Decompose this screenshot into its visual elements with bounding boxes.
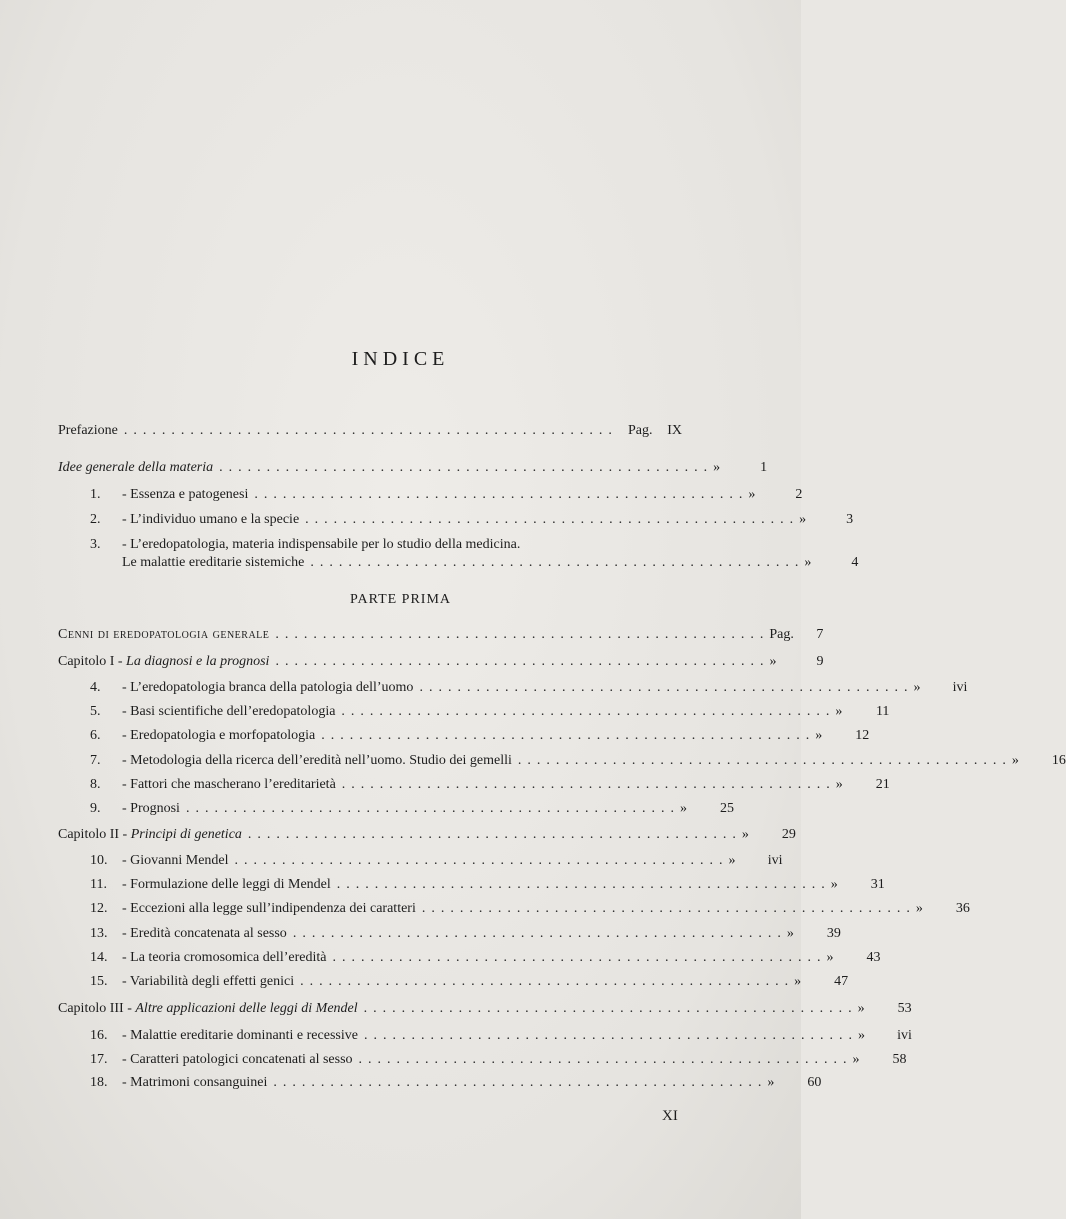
entry-number: 9. [90,801,101,816]
page-number: 9 [816,654,824,669]
entry-title: Prefazione [58,423,118,438]
page-marker: » [769,654,777,669]
page-number: 2 [795,487,803,502]
entry-title: Cenni di eredopatologia generale [58,627,270,642]
page-number: IX [667,423,682,438]
dot-leader: .................................................... [419,680,914,695]
page-number: 21 [875,777,890,792]
page-number: 12 [855,728,870,743]
part-title: PARTE PRIMA [349,592,452,607]
toc-entry [90,974,849,994]
page-number: 58 [892,1052,907,1067]
toc-entry [90,487,803,507]
page-marker: » [786,926,794,941]
entry-number: 12. [90,901,108,916]
chapter-subtitle: La diagnosi e la prognosi [126,654,270,669]
page-number: 1 [760,460,768,475]
page-marker: » [794,974,802,989]
entry-number: 18. [90,1075,108,1090]
toc-entry [90,901,970,921]
entry-number: 14. [90,950,108,965]
entry-title: - Giovanni Mendel [122,853,229,868]
page-folio: XI [662,1108,678,1124]
entry-number: 17. [90,1052,108,1067]
entry-number: 13. [90,926,108,941]
dot-leader: .................................................... [321,728,816,743]
page-number: 29 [781,827,796,842]
entry-title: - Fattori che mascherano l’ereditarietà [122,777,336,792]
dot-leader: .................................................... [123,423,618,438]
page-marker: Pag. [769,627,794,642]
toc-entry [58,827,796,847]
entry-title: - Basi scientifiche dell’eredopatologia [122,704,336,719]
dot-leader: .................................................... [254,487,749,502]
chapter-subtitle: Principi di genetica [130,827,242,842]
entry-title: - Eredopatologia e morfopatologia [122,728,316,743]
page-marker: » [826,950,834,965]
toc-entry [90,801,734,821]
page-number: 25 [719,801,734,816]
dot-leader: .................................................... [292,926,787,941]
entry-title: - L’eredopatologia, materia indispensabile per lo studio della medicina. [122,537,521,552]
entry-number: 1. [90,487,101,502]
dot-leader: .................................................... [275,627,770,642]
page-number: 16 [1051,753,1066,768]
page-number: 7 [816,627,824,642]
entry-number: 10. [90,853,108,868]
page-number: 53 [897,1001,912,1016]
entry-title: Idee generale della materia [58,460,214,475]
toc-entry [90,877,885,897]
dot-leader: .................................................... [219,460,714,475]
entry-title: - Caratteri patologici concatenati al sesso [122,1052,353,1067]
dot-leader: .................................................... [341,704,836,719]
toc-entry [90,853,783,873]
dot-leader: .................................................... [363,1001,858,1016]
toc-entry [58,627,824,647]
page-number: 36 [955,901,970,916]
entry-title: - Matrimoni consanguinei [122,1075,268,1090]
page-number: ivi [952,680,968,695]
page-number: 43 [866,950,881,965]
entry-title: Le malattie ereditarie sistemiche [122,555,305,570]
dot-leader: .................................................... [275,654,770,669]
dot-leader: .................................................... [247,827,742,842]
entry-number: 8. [90,777,101,792]
chapter-subtitle: Altre applicazioni delle leggi di Mendel [135,1001,358,1016]
page-marker: » [857,1028,865,1043]
entry-title: - Eredità concatenata al sesso [122,926,287,941]
toc-entry [58,1001,912,1021]
page-marker: » [741,827,749,842]
page-marker: » [915,901,923,916]
dot-leader: .................................................... [358,1052,853,1067]
toc-entry [58,654,824,674]
page-marker: » [830,877,838,892]
entry-title: - L’eredopatologia branca della patologia dell’uomo [122,680,414,695]
entry-title: - Essenza e patogenesi [122,487,249,502]
toc-entry [90,537,682,557]
page-marker: » [748,487,756,502]
entry-title: - Variabilità degli effetti genici [122,974,295,989]
page-marker: » [815,728,823,743]
toc-entry [90,728,870,748]
entry-title: - L’individuo umano e la specie [122,512,300,527]
toc-entry [90,777,890,797]
entry-number: 15. [90,974,108,989]
page-number: ivi [897,1028,912,1043]
toc-entry [90,680,968,700]
page-number: 11 [875,704,890,719]
toc-entry [122,555,859,575]
entry-title: - Prognosi [122,801,180,816]
page-number: 31 [870,877,885,892]
page-number: 4 [851,555,859,570]
entry-number: 3. [90,537,101,552]
dot-leader: .................................................... [421,901,916,916]
dot-leader: .................................................... [341,777,836,792]
toc-entry [90,704,890,724]
dot-leader: .................................................... [517,753,1012,768]
toc-entry [90,1052,907,1072]
page-marker: » [799,512,807,527]
entry-number: 16. [90,1028,108,1043]
page-marker: » [852,1052,860,1067]
entry-number: 11. [90,877,107,892]
page-marker: Pag. [628,423,653,438]
page-title: INDICE [351,348,450,370]
dot-leader: .................................................... [310,555,805,570]
toc-entry [90,926,841,946]
page-number: 60 [807,1075,822,1090]
page-marker: » [767,1075,775,1090]
entry-title: Capitolo I - La diagnosi e la prognosi [58,654,270,669]
entry-number: 4. [90,680,101,695]
page-marker: » [835,777,843,792]
entry-number: 5. [90,704,101,719]
entry-number: 2. [90,512,101,527]
page-marker: » [857,1001,865,1016]
dot-leader: .................................................... [305,512,800,527]
toc-entry [90,950,881,970]
page-marker: » [713,460,721,475]
dot-leader: .................................................... [300,974,795,989]
page-marker: » [1011,753,1019,768]
page-number: 39 [826,926,841,941]
entry-title: - Malattie ereditarie dominanti e recessive [122,1028,358,1043]
entry-number: 7. [90,753,101,768]
entry-number: 6. [90,728,101,743]
page-marker: » [728,853,736,868]
page-marker: » [835,704,843,719]
entry-title: - Formulazione delle leggi di Mendel [122,877,331,892]
entry-title: Capitolo II - Principi di genetica [58,827,242,842]
entry-title: - La teoria cromosomica dell’eredità [122,950,327,965]
page-marker: » [913,680,921,695]
toc-entry [90,753,1066,773]
entry-title: Capitolo III - Altre applicazioni delle leggi di Mendel [58,1001,358,1016]
entry-title: - Metodologia della ricerca dell’eredità nell’uomo. Studio dei gemelli [122,753,512,768]
dot-leader: .................................................... [185,801,680,816]
toc-entry [58,460,768,480]
page-marker: » [679,801,687,816]
toc-entry [58,423,682,443]
page-number: ivi [767,853,783,868]
page-number: 47 [834,974,849,989]
dot-leader: .................................................... [234,853,729,868]
toc-entry [90,1075,822,1095]
toc-entry [90,1028,912,1048]
dot-leader: .................................................... [336,877,831,892]
page-number: 3 [846,512,854,527]
dot-leader: .................................................... [363,1028,858,1043]
toc-entry [90,512,854,532]
dot-leader: .................................................... [332,950,827,965]
page-marker: » [804,555,812,570]
entry-title: - Eccezioni alla legge sull’indipendenza dei caratteri [122,901,416,916]
dot-leader: .................................................... [273,1075,768,1090]
